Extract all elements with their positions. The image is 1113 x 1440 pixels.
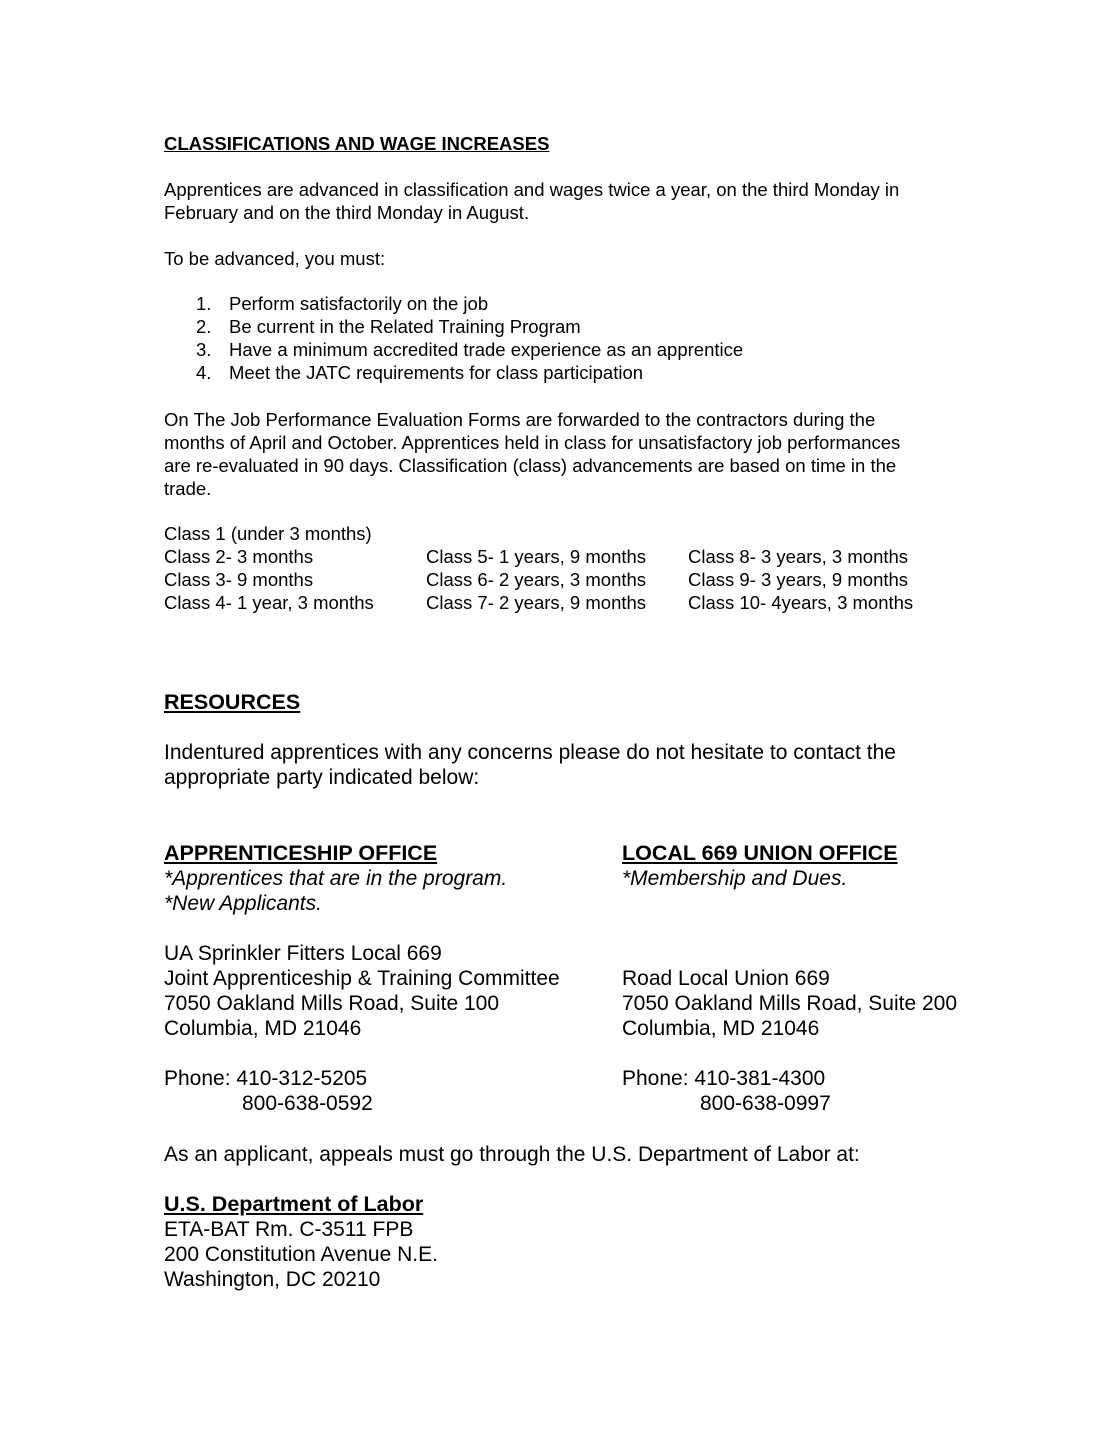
class-cell: Class 6- 2 years, 3 months <box>426 569 647 590</box>
classifications-heading: CLASSIFICATIONS AND WAGE INCREASES <box>164 133 550 154</box>
class-cell: Class 4- 1 year, 3 months <box>164 592 374 613</box>
union-office-heading: LOCAL 669 UNION OFFICE <box>622 841 898 865</box>
union-office <box>622 841 957 1116</box>
phone-number: Phone: 410-381-4300 <box>622 1067 826 1090</box>
list-text: Meet the JATC requirements for class participation <box>229 362 644 383</box>
address-line: Washington, DC 20210 <box>164 1268 381 1291</box>
dol-heading: U.S. Department of Labor <box>164 1192 424 1216</box>
list-number: 2. <box>196 316 212 337</box>
evaluation-line-4: trade. <box>164 478 212 499</box>
address-line: 7050 Oakland Mills Road, Suite 100 <box>164 992 500 1015</box>
evaluation-line-2: months of April and October. Apprentices held in class for unsatisfactory job performances <box>164 432 901 453</box>
class-row <box>164 545 988 568</box>
class-schedule <box>164 522 988 614</box>
apprenticeship-office-heading: APPRENTICESHIP OFFICE <box>164 841 438 865</box>
classifications-intro-line-1: Apprentices are advanced in classification and wages twice a year, on the third Monday in <box>164 179 900 200</box>
class-cell: Class 2- 3 months <box>164 546 314 567</box>
list-item <box>164 315 743 338</box>
apprenticeship-office <box>164 841 560 1116</box>
class-row <box>164 522 988 545</box>
phone-number-alt: 800-638-0997 <box>700 1092 831 1115</box>
requirements-list <box>164 292 743 384</box>
class-row <box>164 568 988 591</box>
list-item <box>164 361 743 384</box>
list-text: Have a minimum accredited trade experience as an apprentice <box>229 339 744 360</box>
address-line: 200 Constitution Avenue N.E. <box>164 1243 438 1266</box>
apprenticeship-office-note: *New Applicants. <box>164 892 322 915</box>
classifications-intro-line-2: February and on the third Monday in August. <box>164 202 530 223</box>
appeals-lead: As an applicant, appeals must go through the U.S. Department of Labor at: <box>164 1143 860 1166</box>
class-cell: Class 8- 3 years, 3 months <box>688 546 909 567</box>
phone-number-alt: 800-638-0592 <box>242 1092 373 1115</box>
address-line: 7050 Oakland Mills Road, Suite 200 <box>622 992 958 1015</box>
list-number: 3. <box>196 339 212 360</box>
class-row <box>164 591 988 614</box>
class-cell: Class 7- 2 years, 9 months <box>426 592 647 613</box>
address-line: Joint Apprenticeship & Training Committee <box>164 967 560 990</box>
address-line: ETA-BAT Rm. C-3511 FPB <box>164 1218 414 1241</box>
apprenticeship-office-note: *Apprentices that are in the program. <box>164 867 508 890</box>
class-cell: Class 3- 9 months <box>164 569 314 590</box>
address-line: Road Local Union 669 <box>622 967 830 990</box>
class-cell: Class 9- 3 years, 9 months <box>688 569 909 590</box>
evaluation-line-1: On The Job Performance Evaluation Forms are forwarded to the contractors during the <box>164 409 876 430</box>
list-text: Perform satisfactorily on the job <box>229 293 489 314</box>
union-office-note: *Membership and Dues. <box>622 867 848 890</box>
resources-heading: RESOURCES <box>164 690 301 714</box>
phone-number: Phone: 410-312-5205 <box>164 1067 368 1090</box>
list-text: Be current in the Related Training Program <box>229 316 581 337</box>
address-line: Columbia, MD 21046 <box>164 1017 362 1040</box>
list-number: 4. <box>196 362 212 383</box>
address-line: Columbia, MD 21046 <box>622 1017 820 1040</box>
list-item <box>164 292 743 315</box>
class-cell: Class 10- 4years, 3 months <box>688 592 914 613</box>
class-first: Class 1 (under 3 months) <box>164 523 372 544</box>
class-cell: Class 5- 1 years, 9 months <box>426 546 647 567</box>
list-number: 1. <box>196 293 212 314</box>
evaluation-line-3: are re-evaluated in 90 days. Classification (class) advancements are based on time in the <box>164 455 897 476</box>
resources-intro-line-1: Indentured apprentices with any concerns please do not hesitate to contact the <box>164 741 896 764</box>
resources-intro-line-2: appropriate party indicated below: <box>164 766 480 789</box>
list-item <box>164 338 743 361</box>
address-line: UA Sprinkler Fitters Local 669 <box>164 942 442 965</box>
advance-lead: To be advanced, you must: <box>164 248 386 269</box>
